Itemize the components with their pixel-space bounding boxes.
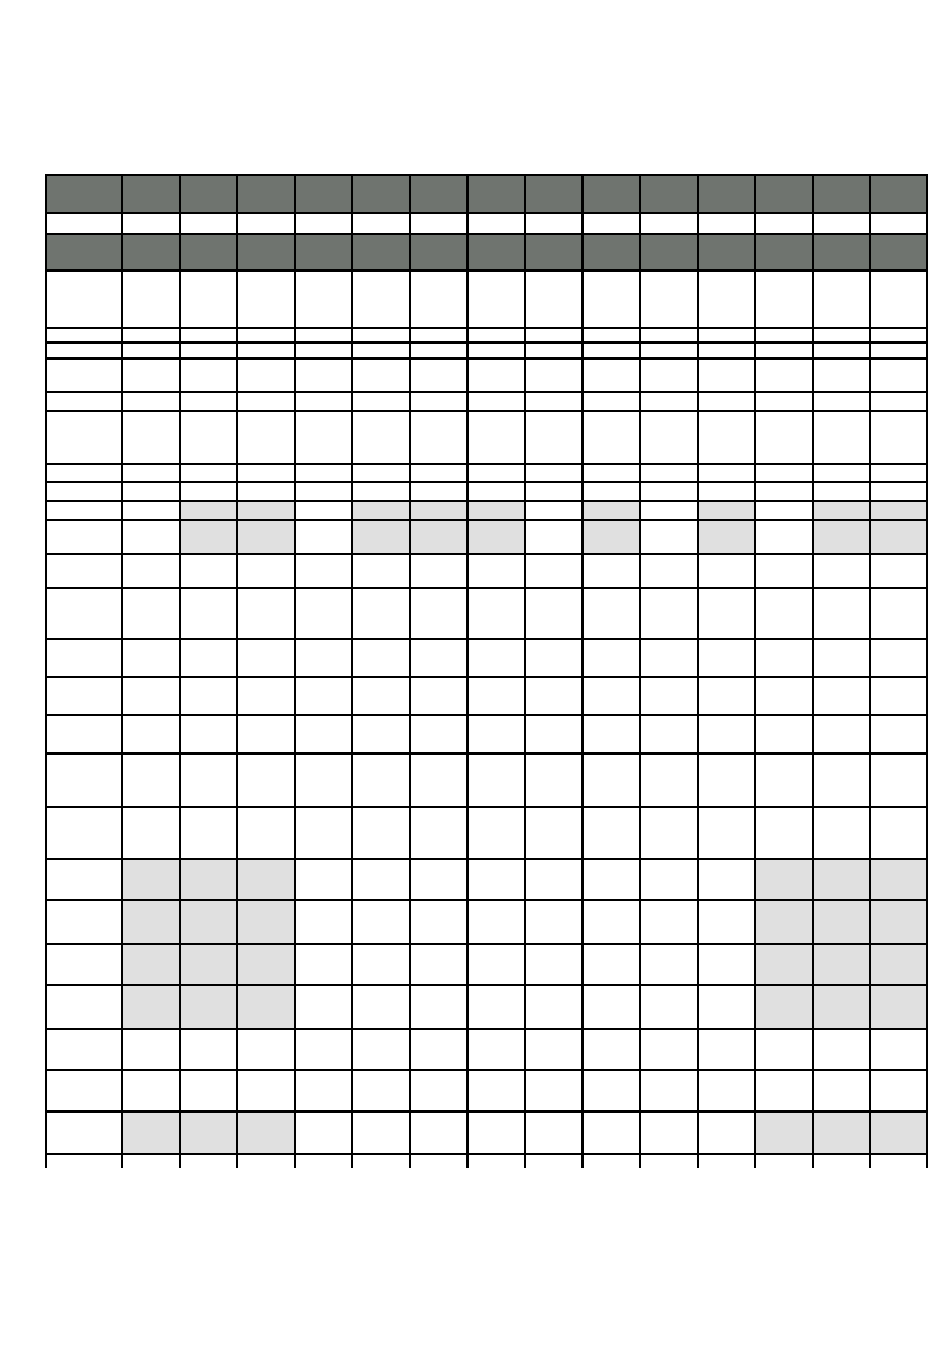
grid-line-horizontal	[46, 327, 928, 329]
shaded-cell	[352, 519, 410, 553]
shaded-cell	[180, 500, 237, 519]
shaded-cell	[122, 943, 180, 984]
shaded-cell	[582, 519, 640, 553]
grid-line-horizontal	[46, 714, 928, 716]
header-cell	[755, 174, 813, 212]
shaded-cell	[180, 519, 237, 553]
shaded-cell	[755, 984, 813, 1028]
grid-line-vertical	[926, 174, 928, 1168]
grid-line-horizontal	[46, 233, 928, 235]
shaded-cell	[180, 858, 237, 899]
grid-line-horizontal	[46, 1028, 928, 1030]
section-label-cell	[46, 233, 122, 270]
grid-line-horizontal	[46, 1153, 928, 1155]
grid-line-horizontal	[46, 519, 928, 521]
shaded-cell	[237, 519, 295, 553]
grid-line-horizontal	[46, 943, 928, 945]
header-cell	[352, 174, 410, 212]
grid-line-horizontal	[46, 410, 928, 412]
shaded-cell	[410, 500, 467, 519]
header-cell	[870, 174, 927, 212]
shaded-cell	[870, 500, 927, 519]
shaded-cell	[237, 899, 295, 943]
shaded-cell	[813, 519, 870, 553]
shaded-cell	[813, 1111, 870, 1153]
header-cell	[525, 174, 582, 212]
grid-line-horizontal	[46, 587, 928, 589]
grid-line-horizontal	[46, 806, 928, 808]
grid-line-vertical	[45, 174, 47, 1168]
grid-line-vertical	[236, 174, 238, 1168]
header-cell	[295, 174, 352, 212]
shaded-cell	[755, 943, 813, 984]
grid-line-vertical	[581, 174, 584, 1168]
shaded-cell	[122, 858, 180, 899]
shaded-cell	[755, 858, 813, 899]
grid-line-vertical	[754, 174, 756, 1168]
shaded-cell	[180, 1111, 237, 1153]
shaded-cell	[122, 899, 180, 943]
grid-line-horizontal	[46, 357, 928, 360]
shaded-cell	[813, 943, 870, 984]
grid-line-vertical	[409, 174, 411, 1168]
shaded-cell	[180, 984, 237, 1028]
grid-line-horizontal	[46, 500, 928, 502]
shaded-cell	[813, 500, 870, 519]
grid-line-horizontal	[46, 1110, 928, 1113]
grid-line-vertical	[869, 174, 871, 1168]
shaded-cell	[467, 500, 525, 519]
grid-line-horizontal	[46, 341, 928, 344]
shaded-cell	[467, 519, 525, 553]
grid-line-vertical	[121, 174, 123, 1168]
grid-line-vertical	[466, 174, 469, 1168]
grid-line-horizontal	[46, 858, 928, 860]
header-cell	[698, 174, 755, 212]
shaded-cell	[870, 984, 927, 1028]
shaded-cell	[813, 984, 870, 1028]
shaded-cell	[870, 858, 927, 899]
shaded-cell	[755, 1111, 813, 1153]
grid-line-horizontal	[46, 899, 928, 901]
header-cell	[410, 174, 467, 212]
header-cell	[180, 174, 237, 212]
shaded-cell	[870, 519, 927, 553]
grid-line-vertical	[639, 174, 641, 1168]
shaded-cell	[122, 1111, 180, 1153]
shaded-cell	[237, 984, 295, 1028]
shaded-cell	[237, 500, 295, 519]
grid-line-vertical	[524, 174, 526, 1168]
shaded-cell	[237, 858, 295, 899]
grid-line-horizontal	[46, 1069, 928, 1071]
grid-line-vertical	[697, 174, 699, 1168]
shaded-cell	[698, 500, 755, 519]
grid-line-horizontal	[46, 752, 928, 755]
grid-line-horizontal	[46, 174, 928, 176]
shaded-cell	[582, 500, 640, 519]
shaded-cell	[870, 943, 927, 984]
grid-line-horizontal	[46, 638, 928, 640]
shaded-cell	[698, 519, 755, 553]
header-cell	[813, 174, 870, 212]
grid-line-horizontal	[46, 481, 928, 483]
shaded-cell	[122, 984, 180, 1028]
shaded-cell	[180, 943, 237, 984]
shaded-cell	[813, 858, 870, 899]
shaded-cell	[410, 519, 467, 553]
grid-line-vertical	[179, 174, 181, 1168]
shaded-cell	[870, 1111, 927, 1153]
shaded-cell	[237, 1111, 295, 1153]
grid-line-horizontal	[46, 212, 928, 214]
shaded-cell	[352, 500, 410, 519]
shaded-cell	[870, 899, 927, 943]
header-cell	[582, 174, 640, 212]
grid-line-vertical	[351, 174, 353, 1168]
shaded-cell	[813, 899, 870, 943]
grid-line-horizontal	[46, 391, 928, 393]
grid-line-horizontal	[46, 984, 928, 986]
shaded-cell	[180, 899, 237, 943]
header-cell	[122, 174, 180, 212]
header-cell	[46, 174, 122, 212]
header-cell	[237, 174, 295, 212]
grid-line-horizontal	[46, 463, 928, 465]
grid-line-vertical	[294, 174, 296, 1168]
shaded-cell	[237, 943, 295, 984]
grid-line-vertical	[812, 174, 814, 1168]
header-cell	[467, 174, 525, 212]
grid-line-horizontal	[46, 269, 928, 272]
grid-line-horizontal	[46, 676, 928, 678]
shaded-cell	[755, 899, 813, 943]
header-cell	[640, 174, 698, 212]
grid-line-horizontal	[46, 553, 928, 555]
